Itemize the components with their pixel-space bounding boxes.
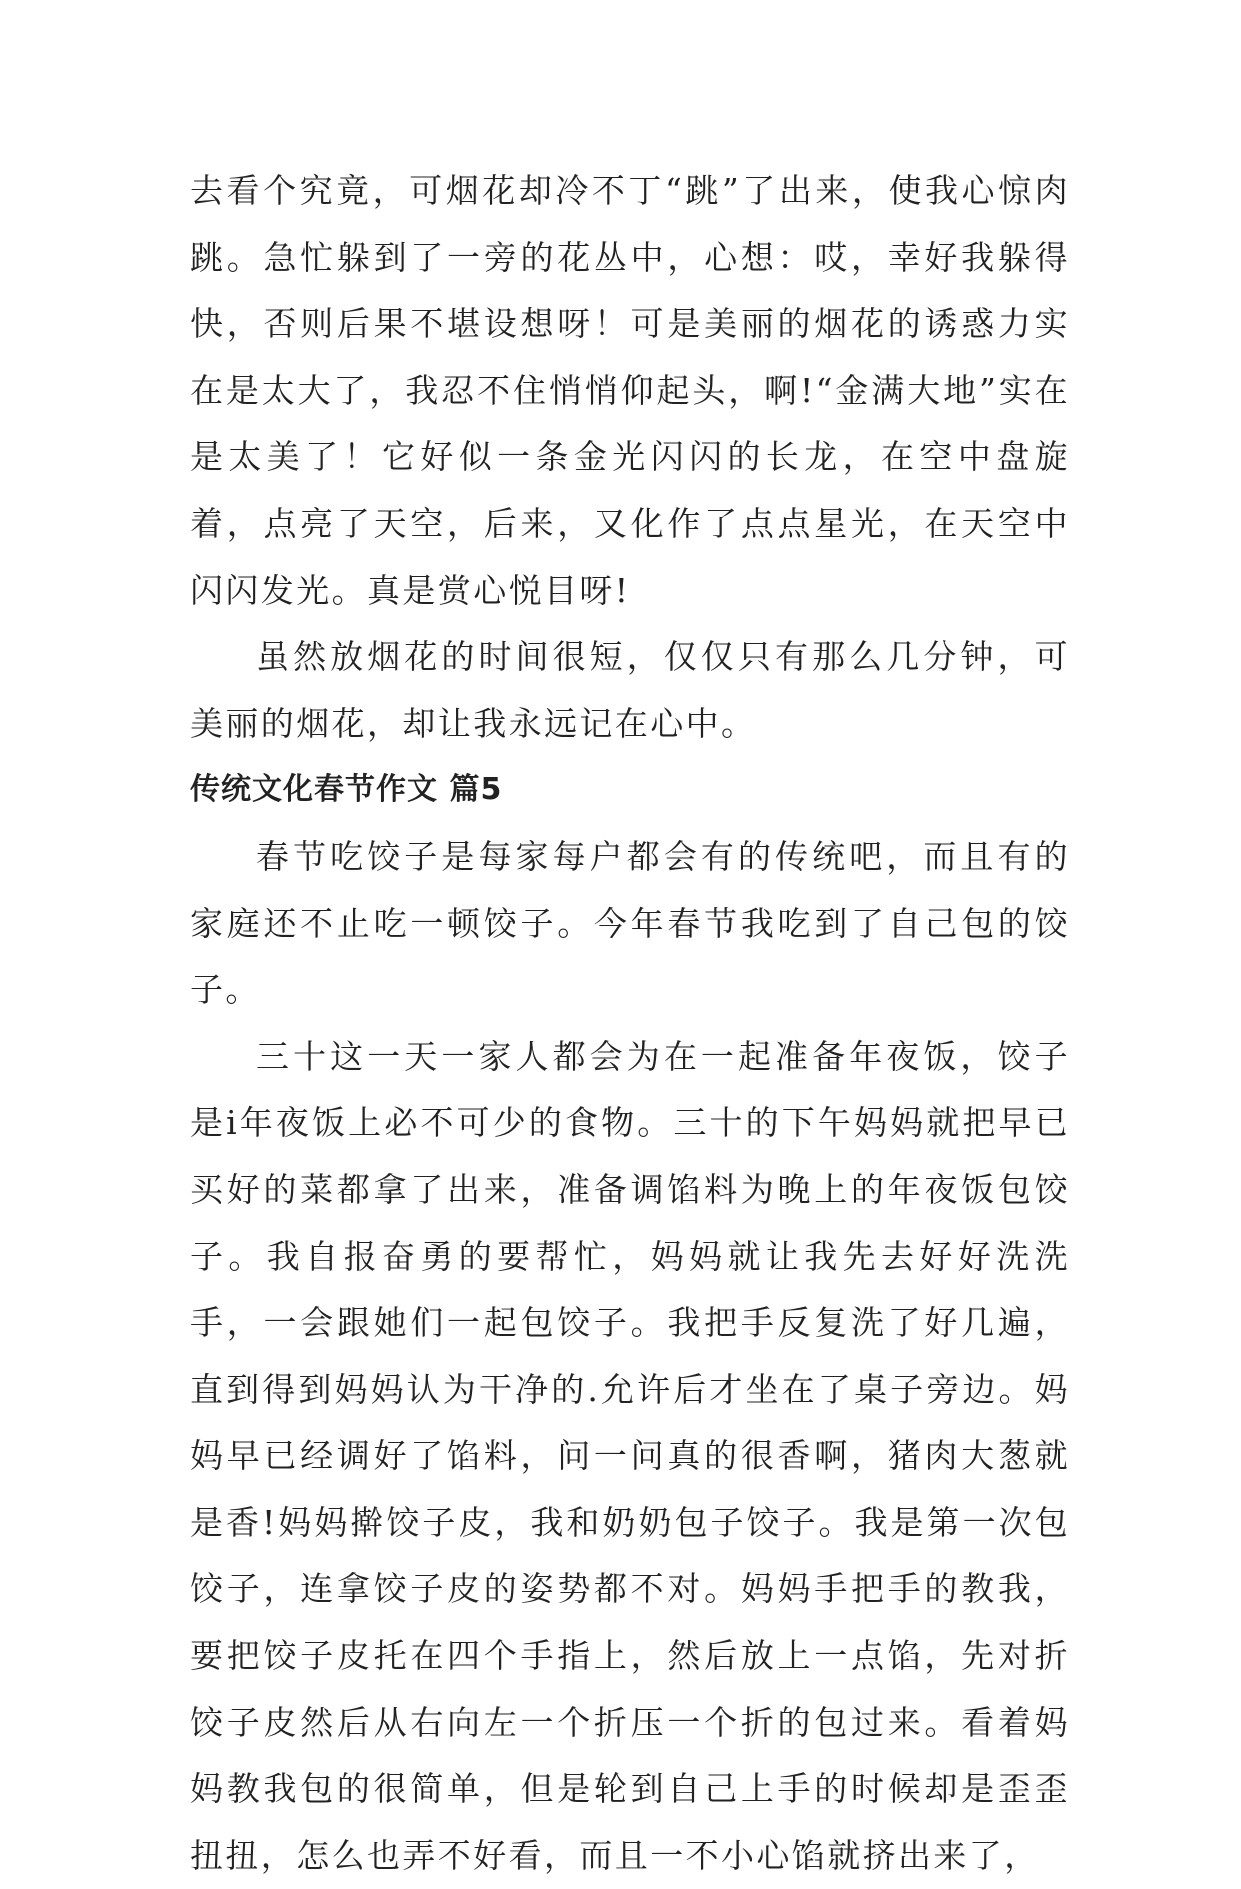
paragraph-fireworks-continued: 去看个究竟，可烟花却冷不丁“跳”了出来，使我心惊肉跳。急忙躲到了一旁的花丛中，心想：哎，幸好我躲得快，否则后果不堪设想呀！可是美丽的烟花的诱惑力实在是太大了，我忍不住悄悄仰起头，啊!“金满大地”实在是太美了！它好似一条金光闪闪的长龙，在空中盘旋着，点亮了天空，后来，又化作了点点星光，在天空中闪闪发光。真是赏心悦目呀! [190, 171, 1070, 610]
paragraph-dumplings-intro: 春节吃饺子是每家每户都会有的传统吧，而且有的家庭还不止吃一顿饺子。今年春节我吃到了自己包的饺子。 [190, 836, 1070, 1010]
document-body [190, 158, 1070, 1889]
paragraph-fireworks-ending: 虽然放烟花的时间很短，仅仅只有那么几分钟，可美丽的烟花，却让我永远记在心中。 [190, 637, 1070, 743]
section-heading: 传统文化春节作文 篇5 [190, 772, 503, 808]
paragraph-dumplings-story: 三十这一天一家人都会为在一起准备年夜饭，饺子是i年夜饭上必不可少的食物。三十的下午妈妈就把早已买好的菜都拿了出来，准备调馅料为晚上的年夜饭包饺子。我自报奋勇的要帮忙，妈妈就让我先去好好洗洗手，一会跟她们一起包饺子。我把手反复洗了好几遍，直到得到妈妈认为干净的.允许后才坐在了桌子旁边。妈妈早已经调好了馅料，问一问真的很香啊，猪肉大葱就是香!妈妈擀饺子皮，我和奶奶包子饺子。我是第一次包饺子，连拿饺子皮的姿势都不对。妈妈手把手的教我，要把饺子皮托在四个手指上，然后放上一点馅，先对折饺子皮然后从右向左一个折压一个折的包过来。看着妈妈教我包的很简单，但是轮到自己上手的时候却是歪歪扭扭，怎么也弄不好看，而且一不小心馅就挤出来了， [190, 1036, 1070, 1875]
